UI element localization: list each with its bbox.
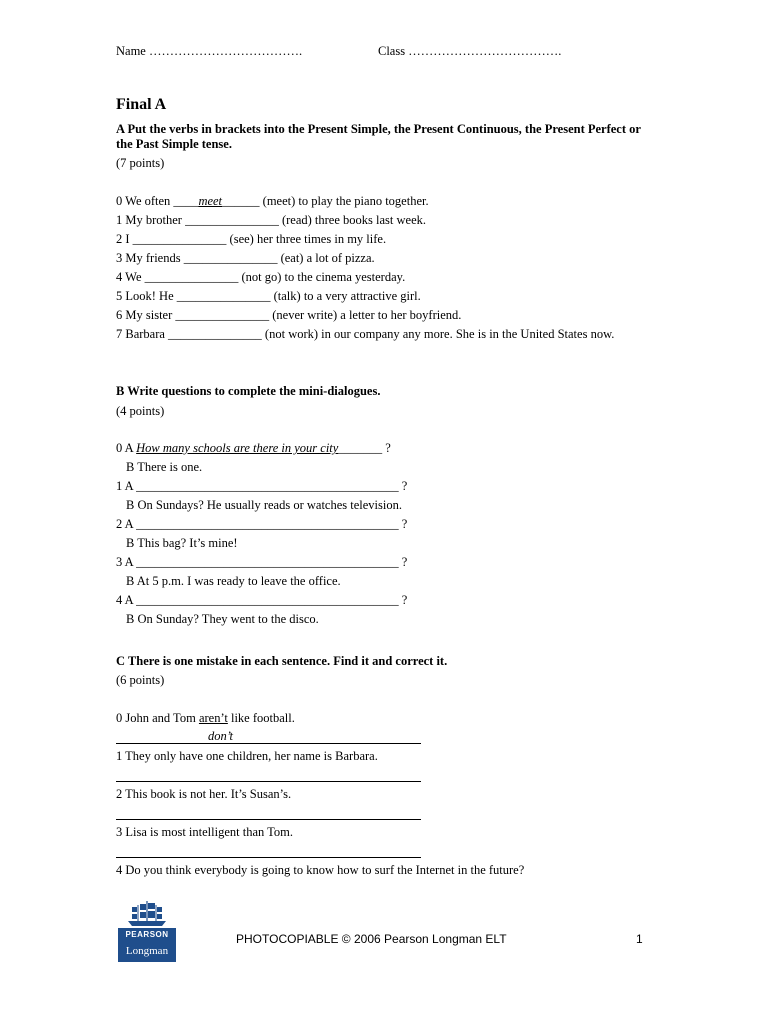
logo-text: PEARSON: [125, 930, 169, 939]
class-field-label: Class ……………………………….: [378, 44, 562, 58]
example-mistake: aren’t: [198, 711, 228, 725]
section-a-instruction: A Put the verbs in brackets into the Present Simple, the Present Continuous, the Present Perfect or the Past Simple tense.: [116, 122, 641, 151]
section-b-question: 3 A __________________________________________ ?: [116, 555, 408, 569]
section-b-question: 4 A __________________________________________ ?: [116, 593, 408, 607]
ship-icon: [118, 900, 176, 928]
section-c-item: 3 Lisa is most intelligent than Tom.: [116, 825, 294, 839]
section-b-example: [116, 441, 391, 456]
section-c-example-correction: don’t: [208, 729, 233, 743]
section-c-item: 1 They only have one children, her name is Barbara.: [116, 749, 378, 763]
section-b-points: (4 points): [116, 404, 165, 418]
section-c-points: (6 points): [116, 673, 165, 687]
section-b-answer: B At 5 p.m. I was ready to leave the office.: [126, 574, 341, 588]
answer-line: [116, 743, 421, 744]
pearson-longman-logo: [118, 900, 176, 962]
answer-line: [116, 819, 421, 820]
example-prefix: 0 We often ____: [116, 194, 199, 208]
answer-line: [116, 857, 421, 858]
example-prefix: 0 John and Tom: [116, 711, 199, 725]
copyright-text: PHOTOCOPIABLE © 2006 Pearson Longman ELT: [236, 932, 507, 946]
section-b-answer: B On Sundays? He usually reads or watches television.: [126, 498, 402, 512]
page-title: Final A: [116, 96, 167, 113]
section-c-instruction: C There is one mistake in each sentence. Find it and correct it.: [116, 654, 448, 668]
section-b-example-reply: B There is one.: [126, 460, 203, 474]
section-a-item: 7 Barbara _______________ (not work) in our company any more. She is in the United States now.: [116, 327, 615, 341]
page-number: 1: [636, 932, 643, 946]
section-b-answer: B On Sunday? They went to the disco.: [126, 612, 319, 626]
section-c-item: 2 This book is not her. It’s Susan’s.: [116, 787, 292, 801]
section-c-example: [116, 711, 295, 726]
section-b-instruction: B Write questions to complete the mini-dialogues.: [116, 384, 381, 398]
section-a-item: 3 My friends _______________ (eat) a lot of pizza.: [116, 251, 375, 265]
section-a-item: 4 We _______________ (not go) to the cinema yesterday.: [116, 270, 406, 284]
section-b-question: 1 A __________________________________________ ?: [116, 479, 408, 493]
example-answer: How many schools are there in your city: [136, 441, 339, 455]
section-a-points: (7 points): [116, 156, 165, 170]
section-b-question: 2 A __________________________________________ ?: [116, 517, 408, 531]
section-a-item: 2 I _______________ (see) her three times in my life.: [116, 232, 387, 246]
section-c-item: 4 Do you think everybody is going to know how to surf the Internet in the future?: [116, 863, 525, 877]
example-suffix: ______ (meet) to play the piano together.: [222, 194, 429, 208]
name-field-label: Name ……………………………….: [116, 44, 303, 58]
section-a-item: 5 Look! He _______________ (talk) to a very attractive girl.: [116, 289, 421, 303]
section-a-item: 6 My sister _______________ (never write) a letter to her boyfriend.: [116, 308, 462, 322]
example-answer: meet: [198, 194, 223, 208]
section-a-example: [116, 194, 429, 209]
section-a-item: 1 My brother _______________ (read) three books last week.: [116, 213, 426, 227]
answer-line: [116, 781, 421, 782]
example-suffix: _______ ?: [338, 441, 391, 455]
section-b-answer: B This bag? It’s mine!: [126, 536, 238, 550]
example-suffix: like football.: [227, 711, 295, 725]
logo-text: Longman: [125, 945, 169, 957]
example-prefix: 0 A: [116, 441, 137, 455]
